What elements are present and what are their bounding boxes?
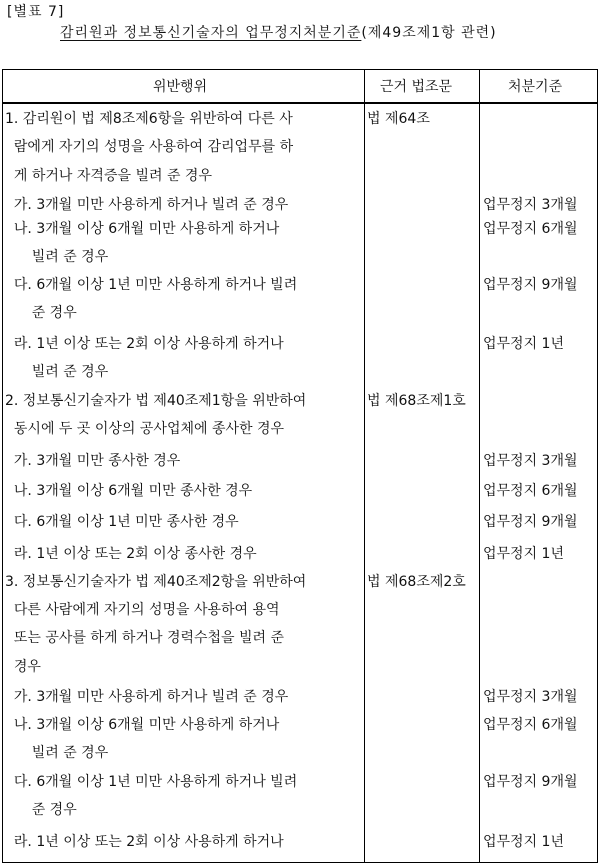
table-row-text: 다. 6개월 이상 1년 미만 사용하게 하거나 빌려 — [5, 277, 298, 293]
table-row-text: 나. 3개월 이상 6개월 미만 사용하게 하거나 — [5, 717, 280, 733]
table-row-text: 3. 정보통신기술자가 법 제40조제2항을 위반하여 — [5, 574, 307, 590]
table-row-text: 동시에 두 곳 이상의 공사업체에 종사한 경우 — [5, 421, 285, 437]
header-divider — [3, 102, 597, 104]
table-row-text: 경우 — [5, 659, 41, 675]
penalty-cell: 업무정지 3개월 — [483, 689, 578, 705]
table-row-text: 준 경우 — [5, 802, 77, 818]
header-penalty: 처분기준 — [508, 79, 563, 95]
appendix-label: [별표 7] — [7, 4, 65, 20]
penalty-cell: 업무정지 1년 — [483, 546, 564, 562]
table-row-text: 다. 6개월 이상 1년 미만 사용하게 하거나 빌려 — [5, 774, 298, 790]
penalty-cell: 업무정지 1년 — [483, 336, 564, 352]
header-legal-basis: 근거 법조문 — [380, 79, 453, 95]
table-row-text: 1. 감리원이 법 제8조제6항을 위반하여 다른 사 — [5, 111, 293, 127]
table-row-text: 가. 3개월 미만 종사한 경우 — [5, 453, 181, 469]
penalty-cell: 업무정지 1년 — [483, 834, 564, 850]
table-row-text: 라. 1년 이상 또는 2회 이상 사용하게 하거나 — [5, 336, 284, 352]
table-row-text: 게 하거나 자격증을 빌려 준 경우 — [5, 168, 212, 184]
penalty-cell: 업무정지 9개월 — [483, 277, 578, 293]
penalty-cell: 업무정지 6개월 — [483, 483, 578, 499]
table-row-text: 가. 3개월 미만 사용하게 하거나 빌려 준 경우 — [5, 197, 289, 213]
penalty-cell: 업무정지 6개월 — [483, 717, 578, 733]
table-row-text: 라. 1년 이상 또는 2회 이상 종사한 경우 — [5, 546, 257, 562]
table-row-text: 라. 1년 이상 또는 2회 이상 사용하게 하거나 — [5, 834, 284, 850]
title-main: 감리원과 정보통신기술자의 업무정지처분기준 — [60, 25, 362, 41]
penalty-cell: 업무정지 9개월 — [483, 514, 578, 530]
legal-basis-cell: 법 제68조제1호 — [367, 393, 466, 409]
table-row-text: 나. 3개월 이상 6개월 미만 사용하게 하거나 — [5, 221, 280, 237]
table-row-text: 가. 3개월 미만 사용하게 하거나 빌려 준 경우 — [5, 689, 289, 705]
legal-basis-cell: 법 제64조 — [367, 111, 430, 127]
legal-basis-cell: 법 제68조제2호 — [367, 574, 466, 590]
header-violation: 위반행위 — [153, 79, 208, 95]
column-divider — [479, 70, 480, 862]
penalty-cell: 업무정지 9개월 — [483, 774, 578, 790]
table-row-text: 람에게 자기의 성명을 사용하여 감리업무를 하 — [5, 139, 294, 155]
table-row-text: 또는 공사를 하게 하거나 경력수첩을 빌려 준 — [5, 630, 285, 646]
table-row-text: 빌려 준 경우 — [5, 249, 109, 265]
table-row-text: 빌려 준 경우 — [5, 364, 109, 380]
title-suffix: (제49조제1항 관련) — [361, 25, 497, 41]
table-row-text: 다른 사람에게 자기의 성명을 사용하여 용역 — [5, 602, 280, 618]
penalty-cell: 업무정지 6개월 — [483, 221, 578, 237]
table-row-text: 준 경우 — [5, 305, 77, 321]
table-row-text: 나. 3개월 이상 6개월 미만 종사한 경우 — [5, 483, 253, 499]
penalty-cell: 업무정지 3개월 — [483, 453, 578, 469]
table-row-text: 다. 6개월 이상 1년 미만 종사한 경우 — [5, 514, 239, 530]
document-title — [60, 22, 497, 42]
table-row-text: 2. 정보통신기술자가 법 제40조제1항을 위반하여 — [5, 393, 307, 409]
penalty-table — [2, 69, 598, 863]
penalty-cell: 업무정지 3개월 — [483, 197, 578, 213]
table-row-text: 빌려 준 경우 — [5, 745, 109, 761]
column-divider — [364, 70, 365, 862]
